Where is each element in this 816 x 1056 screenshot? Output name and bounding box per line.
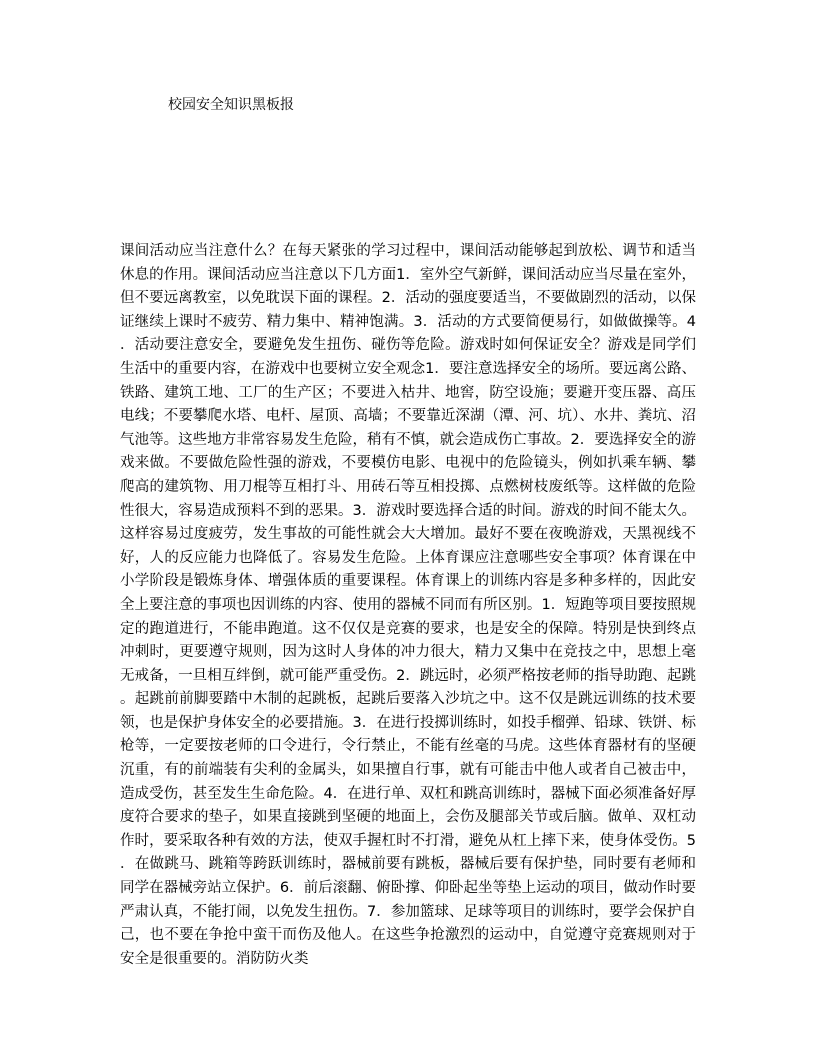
document-title: 校园安全知识黑板报 bbox=[168, 97, 294, 113]
document-body-paragraph: 课间活动应当注意什么？在每天紧张的学习过程中，课间活动能够起到放松、调节和适当休息的作用。课间活动应当注意以下几方面1．室外空气新鲜，课间活动应当尽量在室外，但不要远离教室，以免耽误下面的课程。2．活动的强度要适当，不要做剧烈的活动，以保证继续上课时不疲劳、精力集中、精神饱满。3．活动的方式要简便易行，如做做操等。4．活动要注意安全，要避免发生扭伤、碰伤等危险。游戏时如何保证安全？游戏是同学们生活中的重要内容，在游戏中也要树立安全观念1．要注意选择安全的场所。要远离公路、铁路、建筑工地、工厂的生产区；不要进入枯井、地窖，防空设施；要避开变压器、高压电线；不要攀爬水塔、电杆、屋顶、高墙；不要靠近深湖（潭、河、坑）、水井、粪坑、沼气池等。这些地方非常容易发生危险，稍有不慎，就会造成伤亡事故。2．要选择安全的游戏来做。不要做危险性强的游戏，不要模仿电影、电视中的危险镜头，例如扒乘车辆、攀爬高的建筑物、用刀棍等互相打斗、用砖石等互相投掷、点燃树枝废纸等。这样做的危险性很大，容易造成预料不到的恶果。3．游戏时要选择合适的时间。游戏的时间不能太久。这样容易过度疲劳，发生事故的可能性就会大大增加。最好不要在夜晚游戏，天黑视线不好，人的反应能力也降低了。容易发生危险。上体育课应注意哪些安全事项？体育课在中小学阶段是锻炼身体、增强体质的重要课程。体育课上的训练内容是多种多样的，因此安全上要注意的事项也因训练的内容、使用的器械不同而有所区别。1．短跑等项目要按照规定的跑道进行，不能串跑道。这不仅仅是竞赛的要求，也是安全的保障。特别是快到终点冲刺时，更要遵守规则，因为这时人身体的冲力很大，精力又集中在竞技之中，思想上毫无戒备，一旦相互绊倒，就可能严重受伤。2．跳远时，必须严格按老师的指导助跑、起跳。起跳前前脚要踏中木制的起跳板，起跳后要落入沙坑之中。这不仅是跳远训练的技术要领，也是保护身体安全的必要措施。3．在进行投掷训练时，如投手榴弹、铅球、铁饼、标枪等，一定要按老师的口令进行，令行禁止，不能有丝毫的马虎。这些体育器材有的坚硬沉重，有的前端装有尖利的金属头，如果擅自行事，就有可能击中他人或者自己被击中，造成受伤，甚至发生生命危险。4．在进行单、双杠和跳高训练时，器械下面必须准备好厚度符合要求的垫子，如果直接跳到坚硬的地面上，会伤及腿部关节或后脑。做单、双杠动作时，要采取各种有效的方法，使双手握杠时不打滑，避免从杠上摔下来，使身体受伤。5．在做跳马、跳箱等跨跃训练时，器械前要有跳板，器械后要有保护垫，同时要有老师和同学在器械旁站立保护。6．前后滚翻、俯卧撑、仰卧起坐等垫上运动的项目，做动作时要严肃认真，不能打闹，以免发生扭伤。7．参加篮球、足球等项目的训练时，要学会保护自己，也不要在争抢中蛮干而伤及他人。在这些争抢激烈的运动中，自觉遵守竞赛规则对于安全是很重要的。消防防火类 bbox=[120, 243, 696, 967]
